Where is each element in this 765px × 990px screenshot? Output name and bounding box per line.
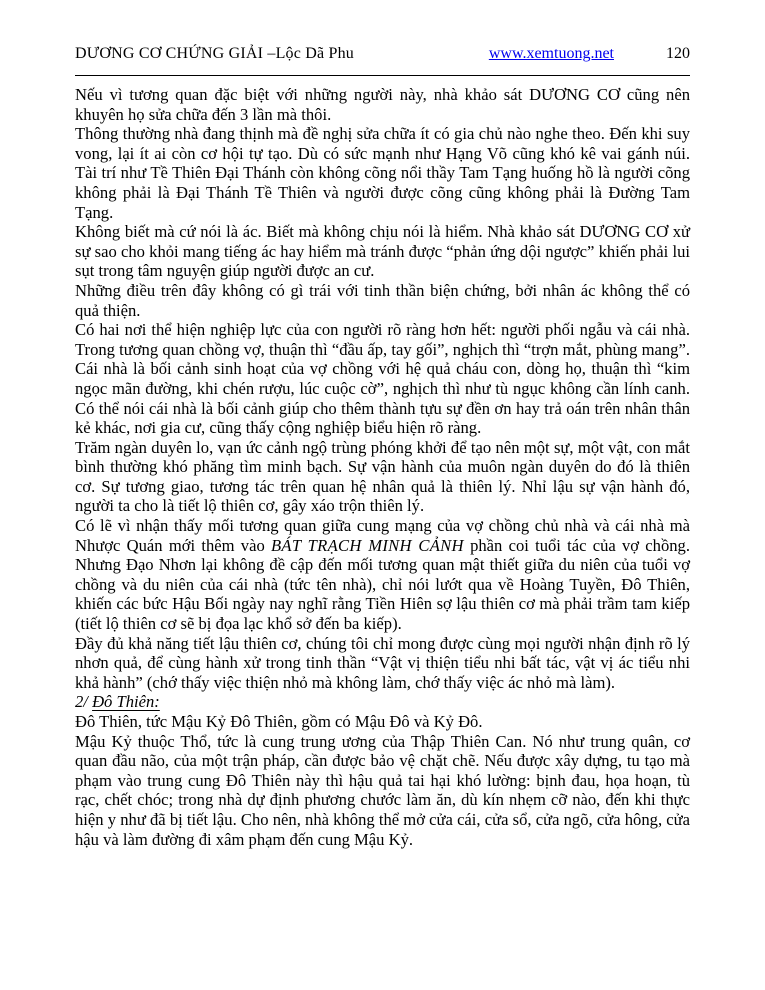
- text-run: Những điều trên đây không có gì trái với tinh thần biện chứng, bởi nhân ác không thể có quả thiện.: [75, 280, 690, 320]
- paragraph: [75, 712, 690, 732]
- paragraph: [75, 438, 690, 516]
- text-run: Đô Thiên, tức Mậu Kỷ Đô Thiên, gồm có Mậu Đô và Kỷ Đô.: [75, 712, 483, 731]
- text-run: Có lẽ vì nhận thấy mối tương quan giữa cung mạng của vợ chồng chủ nhà và cái nhà mà Nhược Quán mới thêm vào: [75, 516, 690, 555]
- paragraph: [75, 85, 690, 124]
- text-run: Không biết mà cứ nói là ác. Biết mà không chịu nói là hiểm. Nhà khảo sát DƯƠNG CƠ xử sự sao cho khỏi mang tiếng ác hay hiểm mà tránh được “phản ứng dội ngược” khiến phải lui sụt trong tâm nguyện giúp người được an cư.: [75, 222, 690, 281]
- text-run-italic-caps: BÁT TRẠCH MINH CẢNH: [271, 535, 464, 555]
- text-run-italic: 2/: [75, 692, 93, 712]
- text-run: Có hai nơi thể hiện nghiệp lực của con người rõ ràng hơn hết: người phối ngẫu và cái nhà. Trong tương quan chồng vợ, thuận thì “đầu ấp, tay gối”, nghịch thì “trợn mắt, phùng mang”. Cái nhà là bối cảnh sinh hoạt của vợ chồng với hệ quả cháu con, dòng họ, thuận thì “kim ngọc mãn đường, khi chén rượu, lúc cuộc cờ”, nghịch thì như tù ngục không cần lính canh. Có thể nói cái nhà là bối cảnh giúp cho thêm thành tựu sự đền ơn hay trả oán trên nhân thân kẻ khác, nơi gia cư, cũng thấy cộng nghiệp biểu hiện rõ ràng.: [75, 320, 690, 438]
- paragraph: [75, 222, 690, 281]
- document-body: [75, 85, 690, 849]
- paragraph: [75, 516, 690, 634]
- document-title: DƯƠNG CƠ CHỨNG GIẢI –Lộc Dã Phu: [75, 45, 355, 62]
- paragraph: [75, 320, 690, 438]
- paragraph: [75, 732, 690, 850]
- page-header: [75, 0, 690, 63]
- paragraph: [75, 634, 690, 693]
- website-link[interactable]: www.xemtuong.net: [488, 45, 614, 62]
- text-run: Mậu Kỷ thuộc Thổ, tức là cung trung ương của Thập Thiên Can. Nó như trung quân, cơ quan đầu não, của một trận pháp, cần được bảo vệ chặt chẽ. Nếu được xây dựng, tu tạo mà phạm vào trung cung Đô Thiên này thì hậu quả tai hại khó lường: bịnh đau, họa hoạn, tù rạc, chết chóc; trong nhà dự định phương chước làm ăn, dù kín nhẹm cỡ nào, đến khi thực hiện y như đã bị tiết lậu. Cho nên, nhà không thể mở cửa cái, cửa sổ, cửa ngõ, cửa hông, cửa hậu và làm đường đi xâm phạm đến cung Mậu Kỷ.: [75, 731, 690, 849]
- text-run: Thông thường nhà đang thịnh mà đề nghị sửa chữa ít có gia chủ nào nghe theo. Đến khi suy vong, lại ít ai còn cơ hội tự tạo. Dù có sức mạnh như Hạng Võ cũng khó kê vai gánh núi. Tài trí như Tề Thiên Đại Thánh còn không cõng nổi thầy Tam Tạng huống hồ là người cõng không phải là Đại Thánh Tề Thiên và người được cõng cũng không phải là Đường Tam Tạng.: [75, 124, 690, 222]
- paragraph: [75, 124, 690, 222]
- header-divider: [75, 75, 690, 76]
- text-run: Nếu vì tương quan đặc biệt với những người này, nhà khảo sát DƯƠNG CƠ cũng nên khuyên họ sửa chữa đến 3 lần mà thôi.: [75, 85, 690, 124]
- text-run: Đầy đủ khả năng tiết lậu thiên cơ, chúng tôi chỉ mong được cùng mọi người nhận định rõ lý nhơn quả, để cùng hành xử trong tinh thần “Vật vị thiện tiểu nhi bất tác, vật vị ác tiểu nhi khả hành” (chớ thấy việc thiện nhỏ mà không làm, chớ thấy việc ác nhỏ mà làm).: [75, 633, 690, 692]
- text-run-italic-underline: Đô Thiên:: [92, 692, 160, 712]
- page-number: 120: [666, 45, 690, 62]
- section-heading: [75, 692, 690, 712]
- paragraph: [75, 281, 690, 320]
- text-run: phần coi tuổi tác của vợ chồng. Nhưng Đạo Nhơn lại không đề cập đến mối tương quan mật thiết giữa du niên của tuổi vợ chồng và du niên của cái nhà (tức tên nhà), chỉ nói lướt qua về Hoàng Tuyền, Đô Thiên, khiến các bức Hậu Bối ngày nay nghĩ rằng Tiền Hiên sợ lậu thiên cơ mà phải trầm tam kiếp (tiết lộ thiên cơ sẽ bị đọa lạc khổ sở đến ba kiếp).: [75, 535, 691, 634]
- text-run: Trăm ngàn duyên lo, vạn ức cảnh ngộ trùng phóng khởi để tạo nên một sự, một vật, con mắt bình thường khó phăng tìm minh bạch. Sự vận hành của muôn ngàn duyên do đó là thiên cơ. Sự tương giao, tương tác trên quan hệ nhân quả là thiên lý. Nhỉ lậu sự vận hành đó, người ta cho là tiết lộ thiên cơ, gây xáo trộn thiên lý.: [75, 437, 690, 516]
